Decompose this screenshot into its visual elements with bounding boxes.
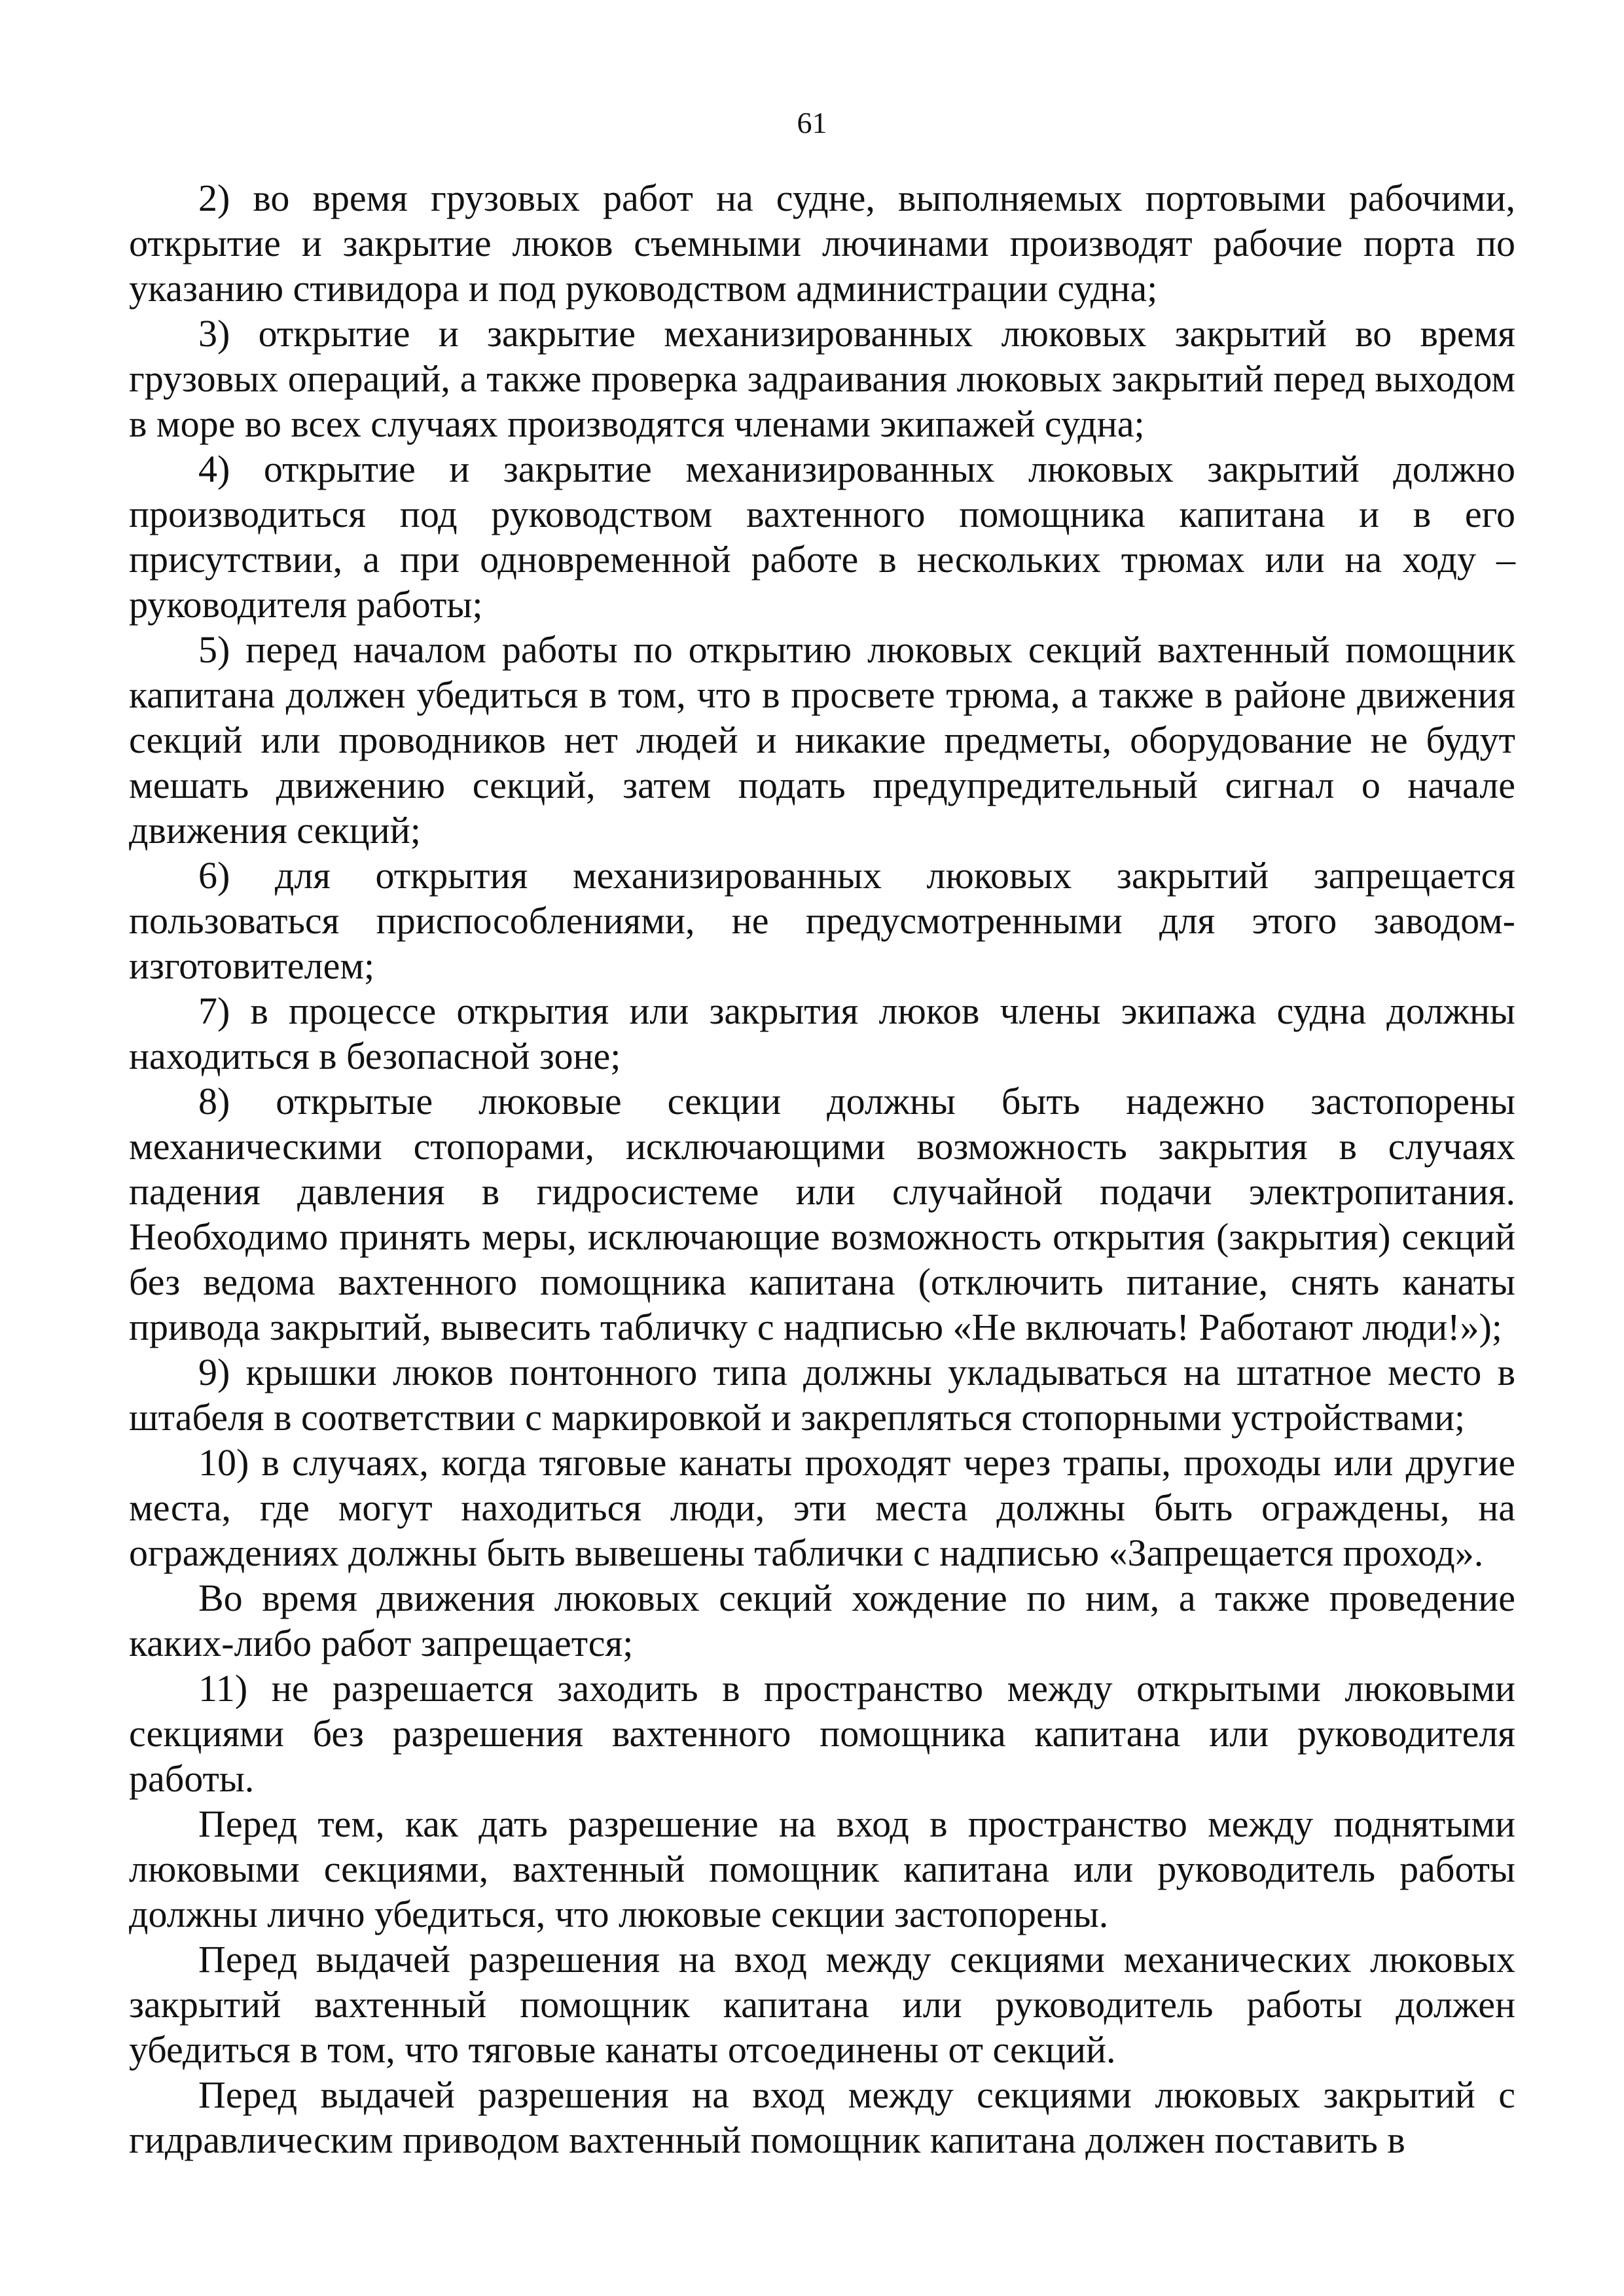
paragraph-item-4: 4) открытие и закрытие механизированных люковых закрытий должно производиться под руководством вахтенного помощника капитана и в его присутствии, а при одновременной работе в нескольких трюмах или на ходу – руководителя работы; [129,448,1515,626]
paragraph-item-10: 10) в случаях, когда тяговые канаты проходят через трапы, проходы или другие места, где могут находиться люди, эти места должны быть ограждены, на ограждениях должны быть вывешены таблички с надписью «Запрещается проход». [129,1441,1515,1574]
paragraph-item-3: 3) открытие и закрытие механизированных люковых закрытий во время грузовых операций, а также проверка задраивания люковых закрытий перед выходом в море во всех случаях производятся членами экипажей судна; [129,312,1515,445]
document-body [129,175,1515,2162]
paragraph-item-8: 8) открытые люковые секции должны быть надежно застопорены механическими стопорами, исключающими возможность закрытия в случаях падения давления в гидросистеме или случайной подачи электропитания. Необходимо принять меры, исключающие возможность открытия (закрытия) секций без ведома вахтенного помощника капитана (отключить питание, снять канаты привода закрытий, вывесить табличку с надписью «Не включать! Работают люди!»); [129,1080,1515,1348]
paragraph-item-5: 5) перед началом работы по открытию люковых секций вахтенный помощник капитана должен убедиться в том, что в просвете трюма, а также в районе движения секций или проводников нет людей и никакие предметы, оборудование не будут мешать движению секций, затем подать предупредительный сигнал о начале движения секций; [129,628,1515,852]
paragraph-item-11: 11) не разрешается заходить в пространство между открытыми люковыми секциями без разрешения вахтенного помощника капитана или руководителя работы. [129,1667,1515,1800]
page-number: 61 [797,106,827,139]
paragraph-item-6: 6) для открытия механизированных люковых закрытий запрещается пользоваться приспособлениями, не предусмотренными для этого заводом-изготовителем; [129,854,1515,987]
paragraph-item-9: 9) крышки люков понтонного типа должны укладываться на штатное место в штабеля в соответствии с маркировкой и закрепляться стопорными устройствами; [129,1351,1515,1439]
paragraph-permission-note: Перед тем, как дать разрешение на вход в пространство между поднятыми люковыми секциями, вахтенный помощник капитана или руководитель работы должны лично убедиться, что люковые секции застопорены. [129,1803,1515,1935]
paragraph-hydraulic-hatch-note: Перед выдачей разрешения на вход между секциями люковых закрытий с гидравлическим приводом вахтенный помощник капитана должен поставить в [129,2073,1515,2161]
paragraph-movement-note: Во время движения люковых секций хождение по ним, а также проведение каких-либо работ запрещается; [129,1577,1515,1664]
paragraph-item-7: 7) в процессе открытия или закрытия люков члены экипажа судна должны находиться в безопасной зоне; [129,990,1515,1077]
paragraph-mechanical-hatch-note: Перед выдачей разрешения на вход между секциями механических люковых закрытий вахтенный помощник капитана или руководитель работы должен убедиться в том, что тяговые канаты отсоединены от секций. [129,1938,1515,2071]
paragraph-item-2: 2) во время грузовых работ на судне, выполняемых портовыми рабочими, открытие и закрытие люков съемными лючинами производят рабочие порта по указанию стивидора и под руководством администрации судна; [129,177,1515,310]
